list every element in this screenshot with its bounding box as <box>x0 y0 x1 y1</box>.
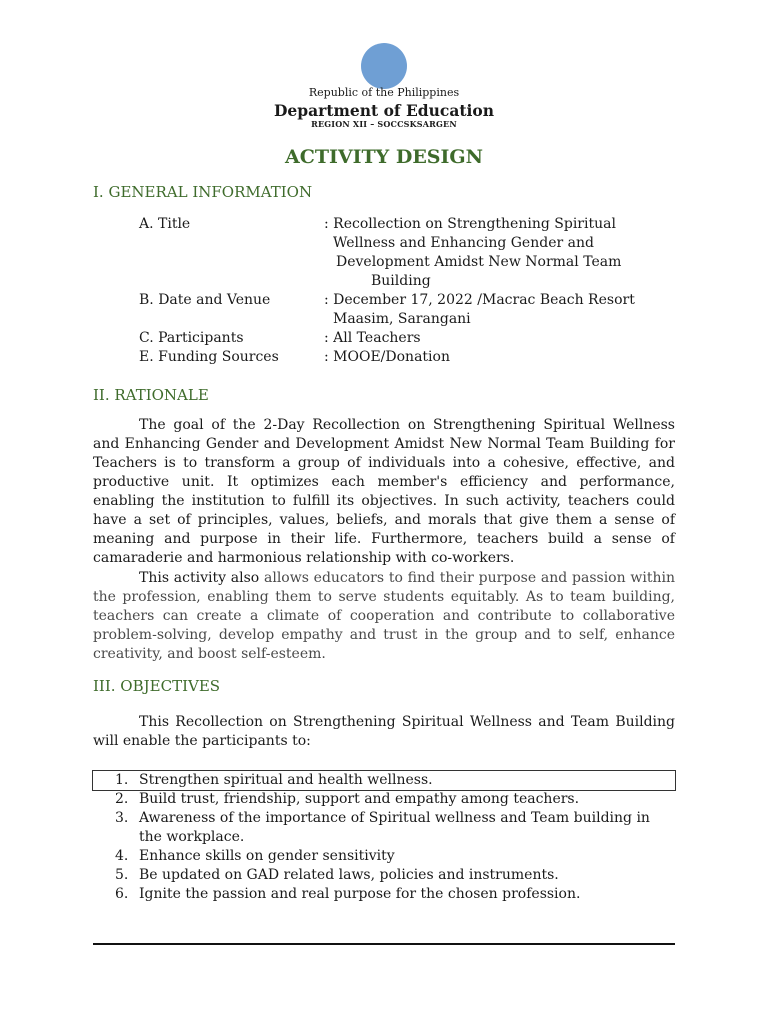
info-label-title: A. Title <box>139 216 191 232</box>
info-value-funding: : MOOE/Donation <box>324 349 450 365</box>
list-item-text: Build trust, friendship, support and empathy among teachers. <box>139 791 580 807</box>
deped-seal-logo <box>361 43 407 89</box>
objectives-intro: This Recollection on Strengthening Spiritual Wellness and Team Building will enable the participants to: <box>93 714 675 749</box>
republic-label: Republic of the Philippines <box>308 86 460 99</box>
list-item <box>93 866 675 885</box>
info-label-funding: E. Funding Sources <box>139 349 279 365</box>
list-item <box>93 809 675 847</box>
list-item-text: Strengthen spiritual and health wellness. <box>139 772 433 788</box>
section-heading-general: I. GENERAL INFORMATION <box>93 183 313 201</box>
rationale-paragraph-1: The goal of the 2-Day Recollection on Strengthening Spiritual Wellness and Enhancing Gender and Development Amidst New Normal Team Building for Teachers is to transform a group of individuals into a cohesive, effective, and productive unit. It optimizes each member's efficiency and performance, enabling the institution to fulfill its objectives. In such activity, teachers could have a set of principles, values, beliefs, and morals that give them a sense of meaning and purpose in their life. Furthermore, teachers build a sense of camaraderie and harmonious relationship with co-workers. <box>93 417 675 566</box>
info-value-participants: : All Teachers <box>324 330 421 346</box>
section-heading-rationale: II. RATIONALE <box>93 386 209 404</box>
general-info-block <box>139 215 679 367</box>
list-item <box>93 847 675 866</box>
bottom-divider <box>93 943 675 945</box>
list-item-text: Ignite the passion and real purpose for the chosen profession. <box>139 886 581 902</box>
list-item-number: 5. <box>115 867 129 883</box>
info-row-participants <box>139 329 679 348</box>
list-item-text: Awareness of the importance of Spiritual wellness and Team building in the workplace. <box>139 810 650 845</box>
objectives-list <box>93 771 675 904</box>
department-name: Department of Education <box>273 101 495 120</box>
info-label-participants: C. Participants <box>139 330 244 346</box>
section-heading-objectives: III. OBJECTIVES <box>93 677 221 695</box>
title-line: : Recollection on Strengthening Spiritual <box>324 216 616 232</box>
list-item <box>93 790 675 809</box>
list-item <box>93 885 675 904</box>
title-line: Building <box>371 273 431 289</box>
info-row-title <box>139 215 679 291</box>
rationale-paragraph-2 <box>93 569 675 664</box>
list-item-number: 2. <box>115 791 129 807</box>
rationale-paragraph-2-lead: This activity also <box>139 570 260 586</box>
list-item-text: Enhance skills on gender sensitivity <box>139 848 395 864</box>
title-line: Development Amidst New Normal Team <box>336 254 622 270</box>
info-value-date <box>324 291 679 329</box>
info-label-date: B. Date and Venue <box>139 292 271 308</box>
info-row-funding <box>139 348 679 367</box>
list-item-number: 3. <box>115 810 129 826</box>
info-value-title <box>324 215 679 291</box>
region-label: REGION XII – SOCCSKSARGEN <box>311 119 457 129</box>
list-item-number: 1. <box>115 772 129 788</box>
info-row-date <box>139 291 679 329</box>
list-item-text: Be updated on GAD related laws, policies and instruments. <box>139 867 559 883</box>
title-line: Wellness and Enhancing Gender and <box>333 235 594 251</box>
date-line: : December 17, 2022 /Macrac Beach Resort <box>324 292 635 308</box>
list-item <box>93 771 675 790</box>
list-item-number: 4. <box>115 848 129 864</box>
document-title: ACTIVITY DESIGN <box>285 146 483 168</box>
date-line: Maasim, Sarangani <box>333 311 471 327</box>
list-item-number: 6. <box>115 886 129 902</box>
rationale-paragraph-2-rest: allows educators to find their purpose and passion within the profession, enabling them to serve students equitably. As to team building, teachers can create a climate of cooperation and contribute to collaborative problem-solving, develop empathy and trust in the group and to self, enhance creativity, and boost self-esteem. <box>93 570 675 662</box>
